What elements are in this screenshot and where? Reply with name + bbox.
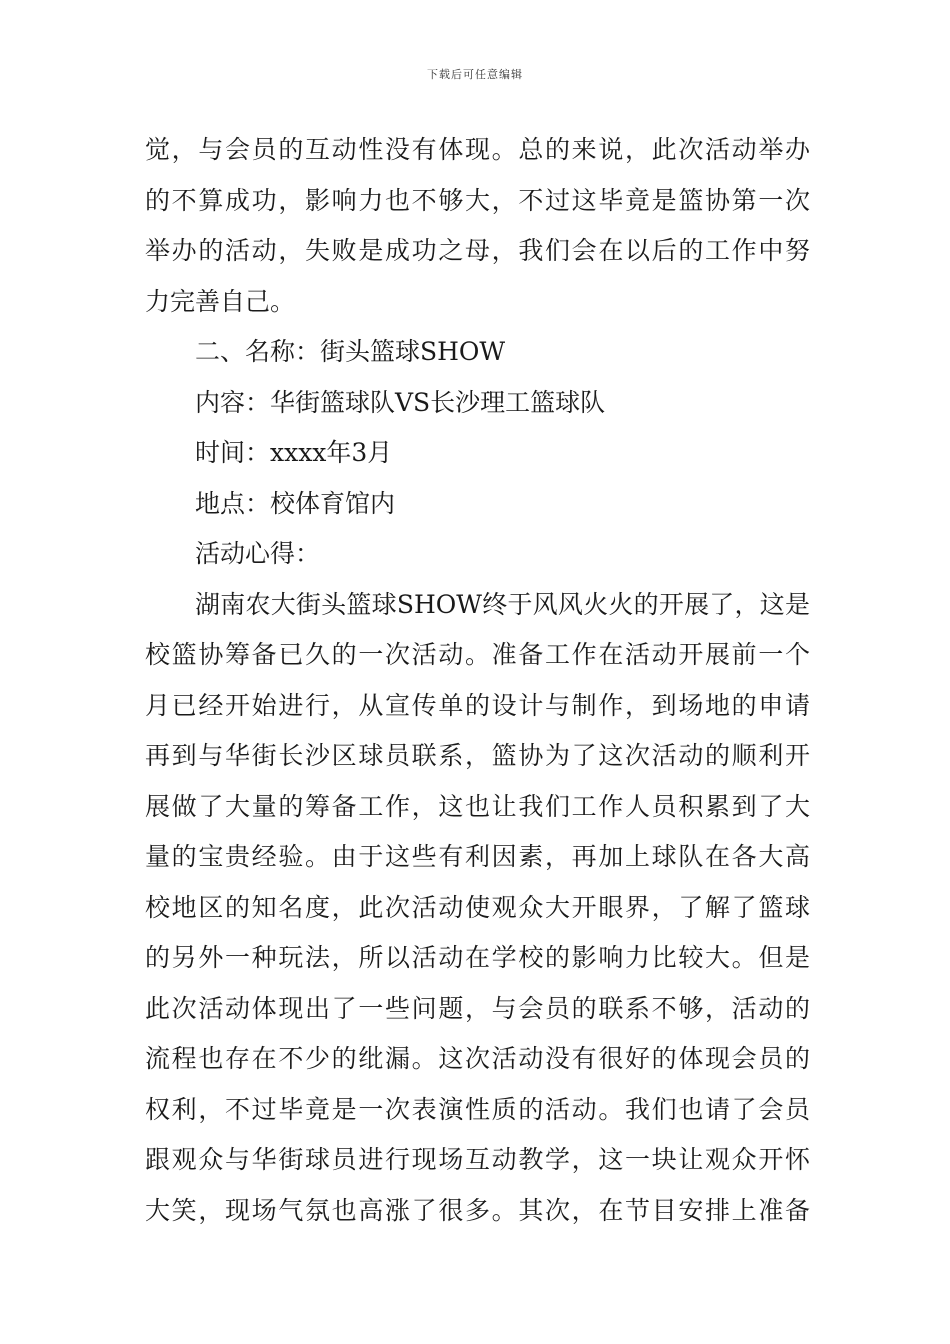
text-line: 的另外一种玩法，所以活动在学校的影响力比较大。但是 — [145, 943, 810, 972]
text-line: 举办的活动，失败是成功之母，我们会在以后的工作中努 — [145, 236, 810, 265]
page-header-note: 下载后可任意编辑 — [427, 68, 523, 81]
text-line: 展做了大量的筹备工作，这也让我们工作人员积累到了大 — [145, 791, 810, 821]
text-line: 活动心得： — [195, 539, 321, 568]
text-line: 跟观众与华街球员进行现场互动教学，这一块让观众开怀 — [145, 1145, 810, 1174]
text-line: 校篮协筹备已久的一次活动。准备工作在活动开展前一个 — [145, 640, 810, 669]
text-line: 地点：校体育馆内 — [195, 488, 396, 518]
text-line: 力完善自己。 — [145, 286, 296, 316]
document-body — [145, 125, 810, 1236]
text-line: 觉，与会员的互动性没有体现。总的来说，此次活动举办 — [145, 135, 810, 164]
text-line: 大笑，现场气氛也高涨了很多。其次，在节目安排上准备 — [145, 1195, 810, 1225]
text-line: 月已经开始进行，从宣传单的设计与制作，到场地的申请 — [145, 690, 810, 720]
text-line: 内容：华街篮球队VS长沙理工篮球队 — [195, 387, 606, 417]
text-line: 再到与华街长沙区球员联系，篮协为了这次活动的顺利开 — [145, 741, 810, 770]
text-line: 量的宝贵经验。由于这些有利因素，再加上球队在各大高 — [145, 842, 810, 871]
text-line: 校地区的知名度，此次活动使观众大开眼界，了解了篮球 — [145, 892, 810, 922]
text-line: 的不算成功，影响力也不够大，不过这毕竟是篮协第一次 — [145, 185, 810, 215]
text-line: 权利，不过毕竟是一次表演性质的活动。我们也请了会员 — [145, 1094, 810, 1124]
text-line: 时间：xxxx年3月 — [195, 438, 393, 467]
text-line: 二、名称：街头篮球SHOW — [195, 337, 506, 366]
text-line: 流程也存在不少的纰漏。这次活动没有很好的体现会员的 — [145, 1044, 810, 1073]
text-line: 此次活动体现出了一些问题，与会员的联系不够，活动的 — [145, 993, 810, 1023]
text-line: 湖南农大街头篮球SHOW终于风风火火的开展了，这是 — [195, 589, 810, 619]
